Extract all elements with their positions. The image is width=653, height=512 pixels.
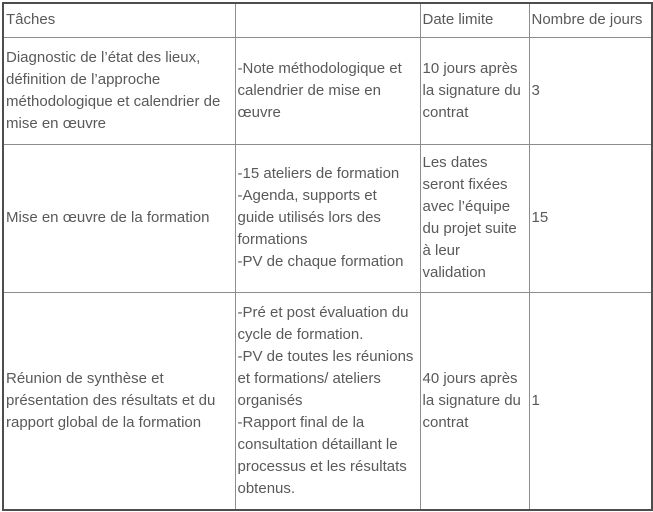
tasks-table <box>2 2 653 511</box>
days-cell: 3 <box>529 37 652 144</box>
header-row <box>3 3 652 37</box>
header-cell-nombre-de-jours: Nombre de jours <box>529 3 652 37</box>
task-cell: Réunion de synthèse et présentation des résultats et du rapport global de la formation <box>3 292 235 510</box>
header-cell-deliverables <box>235 3 420 37</box>
deliverables-cell: -Note méthodologique et calendrier de mise en œuvre <box>235 37 420 144</box>
header-cell-date-limite: Date limite <box>420 3 529 37</box>
header-cell-taches: Tâches <box>3 3 235 37</box>
table-row <box>3 144 652 292</box>
deadline-cell: Les dates seront fixées avec l’équipe du projet suite à leur validation <box>420 144 529 292</box>
days-cell: 15 <box>529 144 652 292</box>
table-row <box>3 292 652 510</box>
deliverables-cell: -15 ateliers de formation -Agenda, supports et guide utilisés lors des formations -PV de chaque formation <box>235 144 420 292</box>
task-cell: Diagnostic de l’état des lieux, définition de l’approche méthodologique et calendrier de mise en œuvre <box>3 37 235 144</box>
task-cell: Mise en œuvre de la formation <box>3 144 235 292</box>
table-row <box>3 37 652 144</box>
deadline-cell: 40 jours après la signature du contrat <box>420 292 529 510</box>
days-cell: 1 <box>529 292 652 510</box>
deadline-cell: 10 jours après la signature du contrat <box>420 37 529 144</box>
deliverables-cell: -Pré et post évaluation du cycle de formation. -PV de toutes les réunions et formations/ ateliers organisés -Rapport final de la consultation détaillant le processus et les résultats obtenus. <box>235 292 420 510</box>
